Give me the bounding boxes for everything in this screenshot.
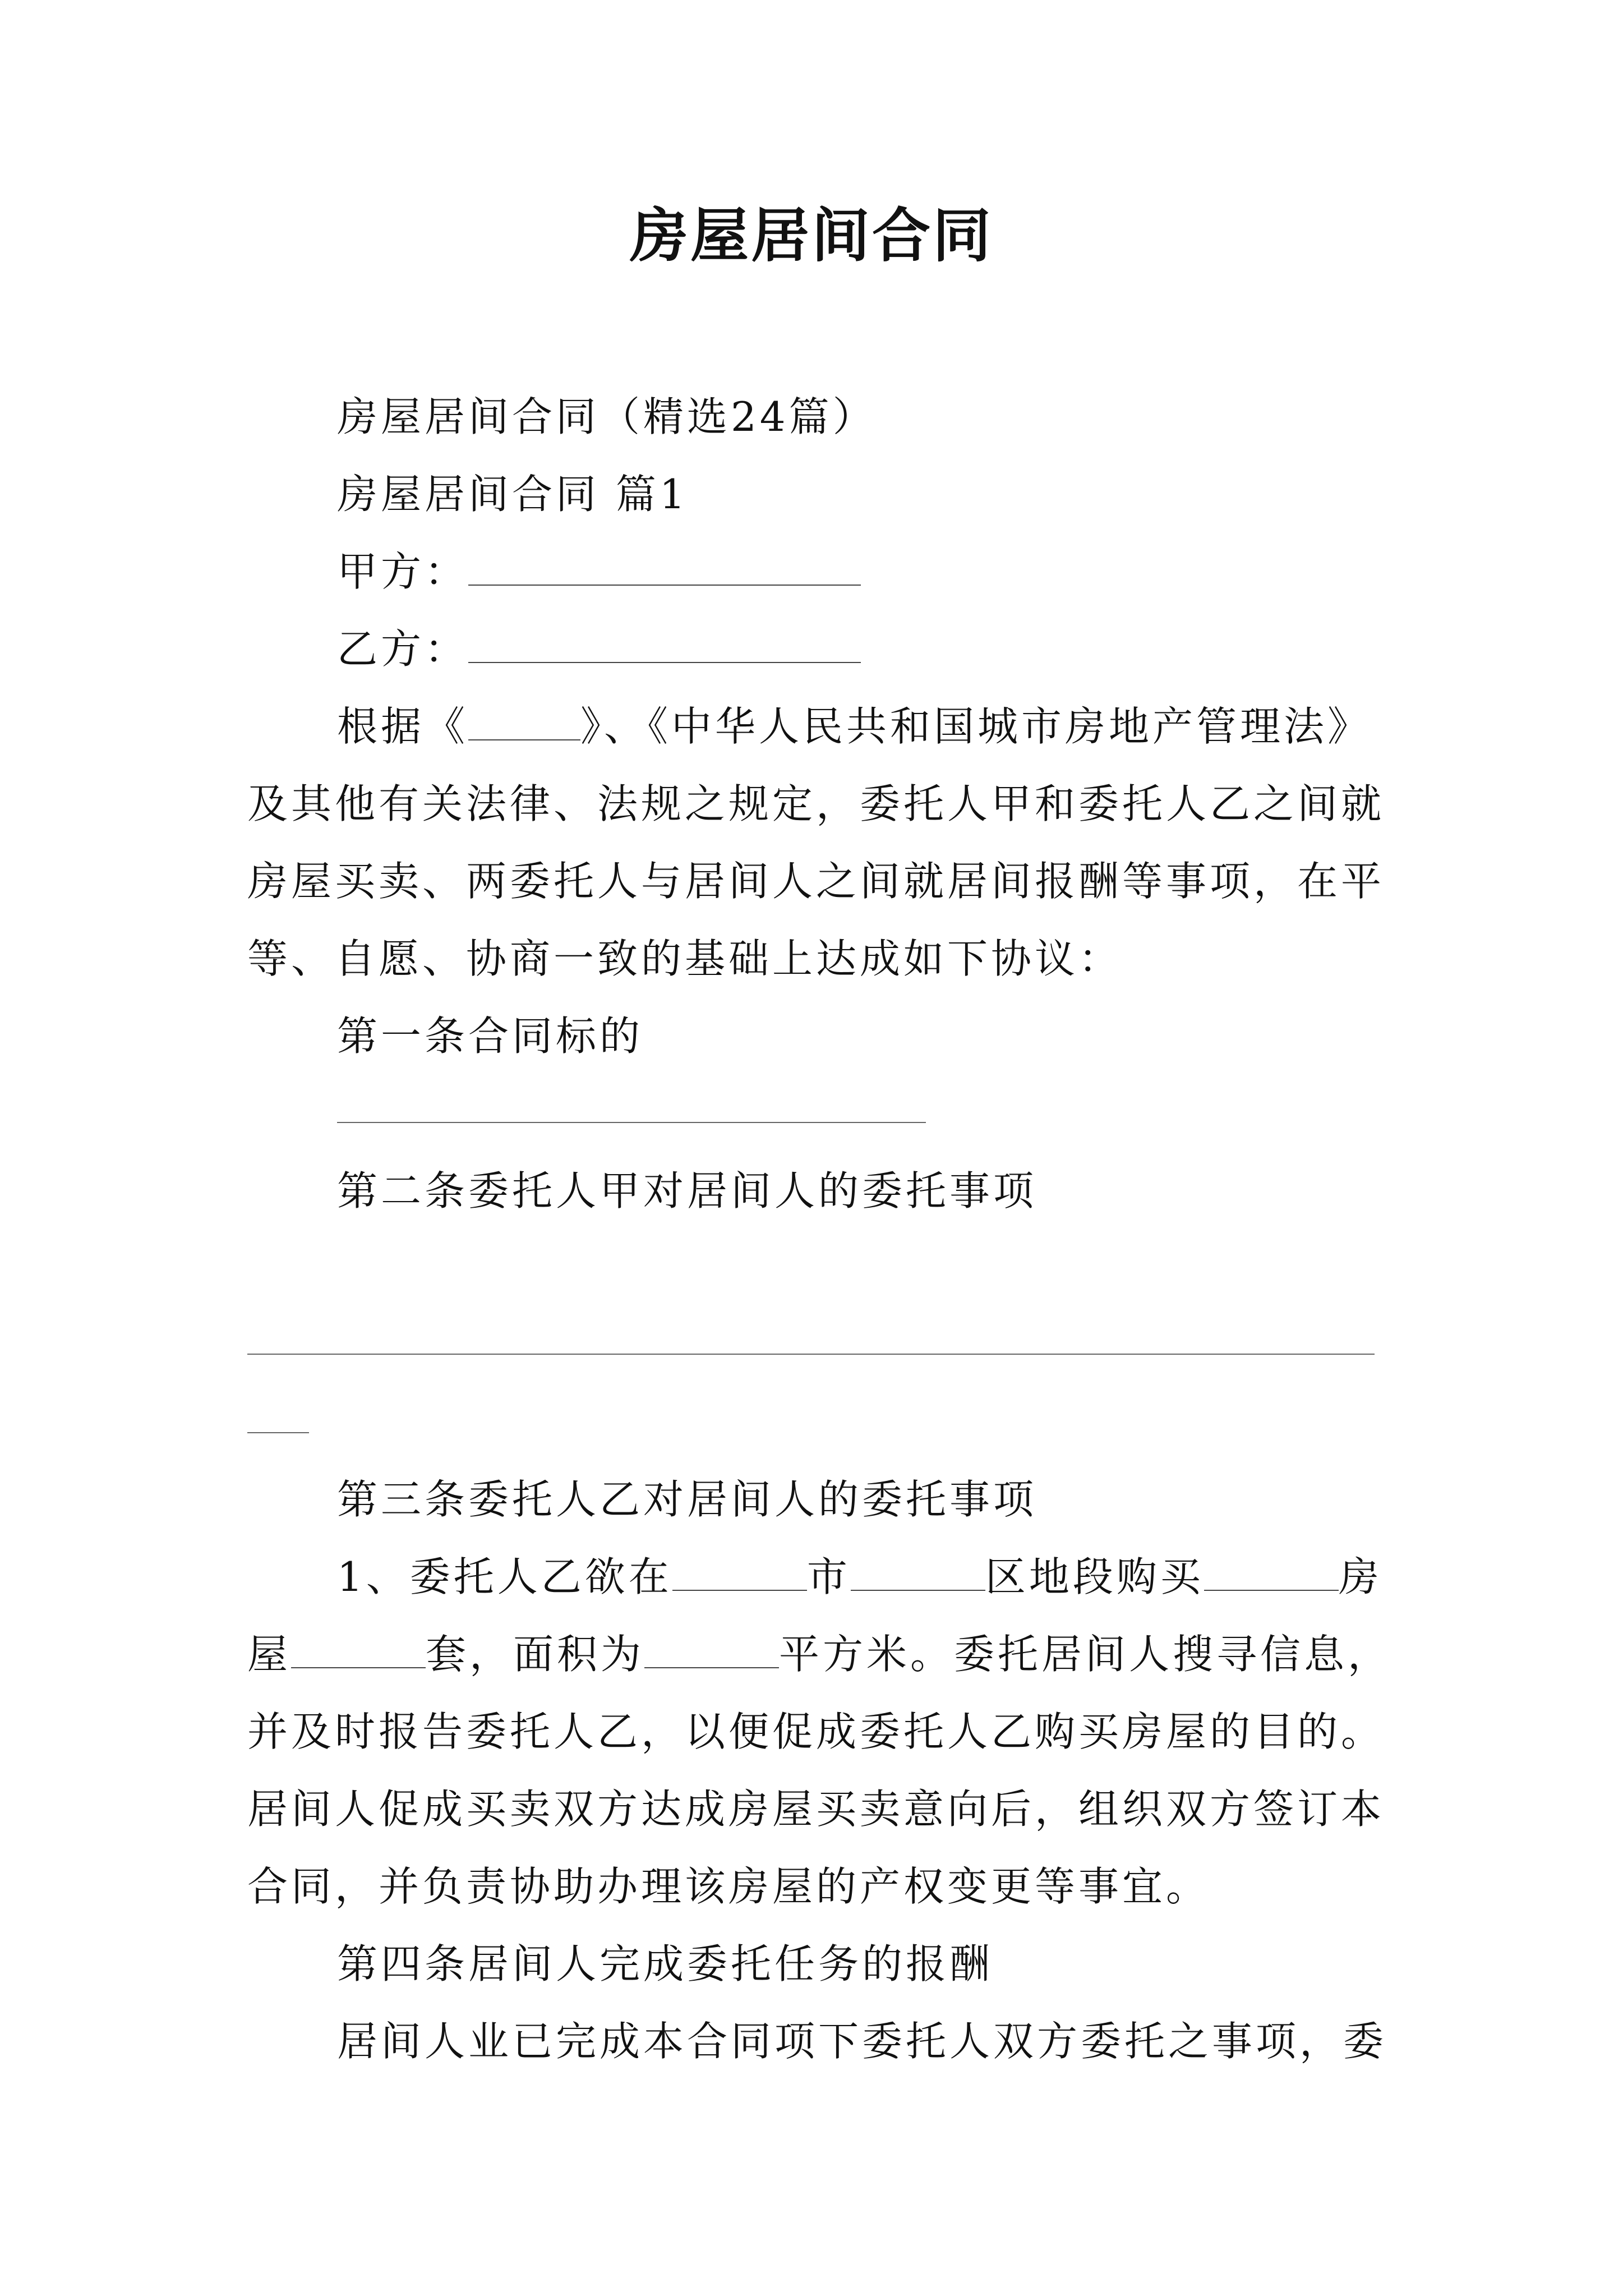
- party-b-blank: [468, 627, 861, 663]
- clause-text: 区地段购买: [985, 1553, 1204, 1600]
- intro-text: 根据《: [337, 703, 469, 750]
- article-3-heading: 第三条委托人乙对居间人的委托事项: [337, 1476, 1038, 1523]
- clause-text: 平方米。委托居间人搜寻信息，: [779, 1631, 1392, 1678]
- party-b-label: 乙方：: [337, 625, 469, 673]
- party-b-line: [337, 610, 1481, 688]
- clause-text: 1、委托人乙欲在: [337, 1553, 672, 1600]
- party-a-label: 甲方：: [337, 548, 469, 595]
- party-a-blank: [468, 550, 861, 586]
- clause-1-line: [247, 1616, 1391, 1693]
- unit-count-blank: [291, 1632, 426, 1668]
- document-body: [337, 378, 1481, 688]
- article-2-block: [337, 1152, 1481, 1230]
- house-type-blank: [1204, 1555, 1339, 1591]
- area-blank: [644, 1632, 779, 1668]
- article-1-blank-line: [337, 1122, 926, 1123]
- clause-text: 房: [1338, 1553, 1382, 1600]
- article-3-block: [247, 1461, 1391, 2080]
- article-2-blank-line: [247, 1354, 1375, 1355]
- clause-1-line: 居间人促成买卖双方达成房屋买卖意向后，组织双方签订本: [247, 1786, 1385, 1833]
- intro-line: 等、自愿、协商一致的基础上达成如下协议：: [247, 935, 1123, 982]
- article-2-blank-line-end: [247, 1432, 309, 1433]
- document-title: 房屋居间合同: [629, 201, 993, 270]
- clause-text: 套，面积为: [426, 1631, 645, 1678]
- section-heading: 房屋居间合同 篇1: [337, 471, 689, 518]
- article-2-heading: 第二条委托人甲对居间人的委托事项: [337, 1167, 1038, 1214]
- law-name-blank: [468, 705, 580, 740]
- intro-line: 及其他有关法律、法规之规定，委托人甲和委托人乙之间就: [247, 780, 1385, 827]
- clause-1-line: 并及时报告委托人乙，以便促成委托人乙购买房屋的目的。: [247, 1708, 1385, 1755]
- city-blank: [672, 1555, 807, 1591]
- clause-text: 屋: [247, 1631, 292, 1678]
- subtitle: 房屋居间合同（精选24篇）: [337, 393, 877, 440]
- intro-line: [247, 688, 1391, 765]
- article-1-heading: 第一条合同标的: [337, 1013, 644, 1060]
- clause-1-line: [247, 1538, 1391, 1616]
- article-4-text: 居间人业已完成本合同项下委托人双方委托之事项，委: [337, 2018, 1387, 2065]
- clause-1-line: 合同，并负责协助办理该房屋的产权变更等事宜。: [247, 1863, 1210, 1910]
- clause-text: 市: [806, 1553, 851, 1600]
- intro-paragraph: [247, 688, 1391, 1075]
- intro-line: 房屋买卖、两委托人与居间人之间就居间报酬等事项，在平: [247, 858, 1385, 905]
- district-blank: [851, 1555, 985, 1591]
- party-a-line: [337, 533, 1481, 610]
- intro-text: 》、《中华人民共和国城市房地产管理法》: [580, 703, 1372, 750]
- article-4-heading: 第四条居间人完成委托任务的报酬: [337, 1940, 994, 1987]
